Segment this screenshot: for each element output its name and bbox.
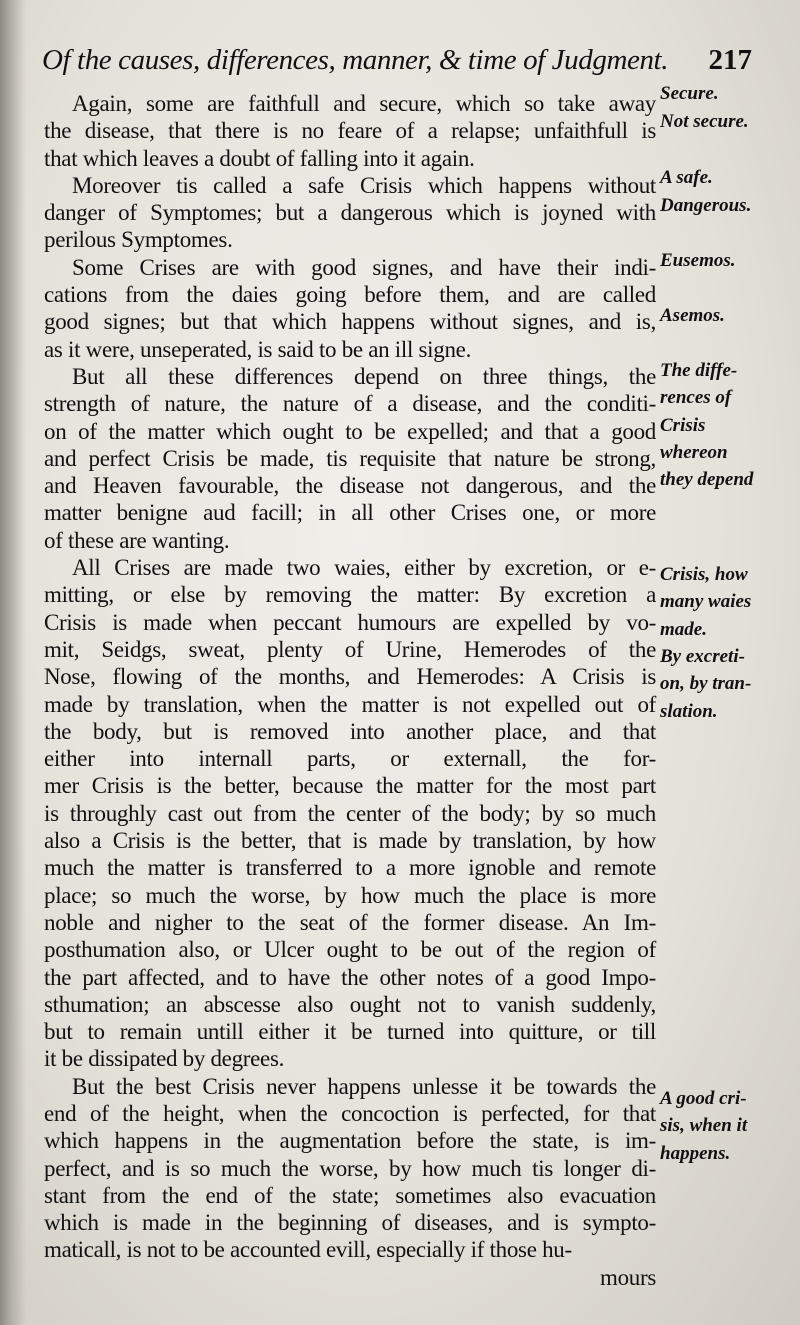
text-line: Moreover tis called a safe Crisis which happens without [72, 172, 656, 198]
text-line: much the matter is transferred to a more ignoble and remote [44, 855, 656, 881]
text-line: strength of nature, the nature of a disease, and the conditi- [44, 391, 656, 417]
text-line: perilous Symptomes. [44, 227, 233, 253]
paragraph-p2 [44, 172, 656, 254]
margin-note-line: happens. [660, 1142, 731, 1164]
text-line: the part affected, and to have the other notes of a good Impo- [44, 964, 656, 990]
text-line: mitting, or else by removing the matter: By excretion a [44, 582, 656, 608]
text-line: perfect, and is so much the worse, by how much tis longer di- [44, 1155, 656, 1181]
margin-note-line: on, by tran- [660, 673, 752, 695]
text-line: of these are wanting. [44, 527, 230, 553]
text-line: noble and nigher to the seat of the former disease. An Im- [44, 909, 656, 935]
margin-note-dangerous [660, 192, 800, 219]
text-line: mit, Seidgs, sweat, plenty of Urine, Hemerodes of the [44, 636, 656, 662]
paragraph-p4 [44, 363, 656, 554]
text-line: also a Crisis is the better, that is made by translation, by how [44, 828, 656, 854]
margin-note-line: made. [660, 618, 707, 640]
text-line: matter benigne aud facill; in all other Crises one, or more [44, 500, 656, 526]
margin-note-secure [660, 80, 800, 107]
text-line: Again, some are faithfull and secure, which so take away [72, 91, 656, 116]
text-line: Nose, flowing of the months, and Hemerodes: A Crisis is [44, 664, 656, 690]
margin-note-good-crisis [660, 1085, 800, 1167]
text-line: maticall, is not to be accounted evill, especially if those hu- [44, 1237, 572, 1263]
margin-note-line: whereon [660, 441, 728, 463]
text-line: Crisis is made when peccant humours are expelled by vo- [44, 609, 656, 635]
paragraph-p3 [44, 254, 656, 363]
text-line: as it were, unseperated, is said to be an ill signe. [44, 336, 472, 362]
text-line: and Heaven favourable, the disease not dangerous, and the [44, 473, 656, 499]
text-line: which is made in the beginning of diseases, and is sympto- [44, 1210, 656, 1236]
text-line: made by translation, when the matter is not expelled out of [44, 691, 656, 717]
text-line: stant from the end of the state; sometimes also evacuation [44, 1182, 656, 1208]
margin-note-line: A safe. [660, 167, 713, 188]
text-line: place; so much the worse, by how much the place is more [44, 882, 656, 908]
margin-note-line: they depend [660, 469, 754, 491]
text-line: good signes; but that which happens without signes, and is, [44, 309, 656, 335]
text-line: is throughly cast out from the center of the body; by so much [44, 800, 656, 826]
text-line: which happens in the augmentation before the state, is im- [44, 1128, 656, 1154]
margin-note-a-safe [660, 164, 800, 191]
margin-note-line: rences of [660, 387, 732, 409]
text-line: but to remain untill either it be turned into quitture, or till [44, 1019, 656, 1045]
main-text [44, 90, 656, 1291]
margin-note-line: Crisis [660, 414, 706, 436]
margin-note-line: Secure. [660, 83, 719, 104]
text-line: But the best Crisis never happens unlesse it be towards the [72, 1073, 656, 1099]
margin-note-line: Not secure. [660, 111, 749, 132]
text-line: either into internall parts, or externall, the for- [44, 746, 656, 772]
paragraph-p1 [44, 90, 656, 172]
text-line: that which leaves a doubt of falling into it again. [44, 145, 475, 171]
margin-note-line: many waies [660, 591, 752, 613]
margin-note-line: The diffe- [660, 360, 738, 381]
catchword: mours [599, 1264, 656, 1290]
text-line: end of the height, when the concoction is perfected, for that [44, 1100, 656, 1126]
margin-note-line: Asemos. [660, 305, 725, 326]
text-line: and perfect Crisis be made, tis requisite that nature be strong, [44, 445, 656, 471]
margin-note-asemos [660, 302, 800, 329]
page-number: 217 [708, 44, 752, 76]
margin-note-line: By excreti- [660, 646, 745, 667]
text-line: the disease, that there is no feare of a relapse; unfaithfull is [44, 118, 656, 144]
margin-note-differences [660, 357, 800, 493]
page-gutter-shadow [0, 0, 26, 1325]
margin-note-not-secure [660, 108, 800, 135]
text-line: sthumation; an abscesse also ought not to vanish suddenly, [44, 991, 656, 1017]
text-line: posthumation also, or Ulcer ought to be out of the region of [44, 937, 656, 963]
text-line: Some Crises are with good signes, and have their indi- [72, 254, 656, 280]
text-line: mer Crisis is the better, because the matter for the most part [44, 773, 656, 799]
margin-note-crisis-how [660, 561, 800, 643]
margin-note-by-excretion [660, 643, 800, 725]
margin-note-line: A good cri- [660, 1088, 747, 1109]
text-line: on of the matter which ought to be expelled; and that a good [44, 418, 656, 444]
margin-note-line: Dangerous. [660, 195, 752, 216]
margin-note-line: sis, when it [660, 1115, 748, 1137]
paragraph-p6 [44, 1073, 656, 1264]
text-line: danger of Symptomes; but a dangerous which is joyned with [44, 200, 656, 226]
text-line: All Crises are made two waies, either by excretion, or e- [72, 555, 656, 581]
margin-note-line: Crisis, how [660, 564, 748, 585]
text-line: But all these differences depend on three things, the [72, 363, 656, 389]
running-title: Of the causes, differences, manner, & time of Judgment. [42, 44, 669, 76]
margin-note-eusemos [660, 247, 800, 274]
text-line: cations from the daies going before them, and are called [44, 282, 656, 308]
text-line: it be dissipated by degrees. [44, 1046, 285, 1072]
margin-note-line: Eusemos. [660, 250, 736, 271]
paragraph-p5 [44, 554, 656, 1073]
margin-note-line: slation. [660, 700, 718, 722]
text-line: the body, but is removed into another place, and that [44, 718, 656, 744]
running-header [42, 40, 782, 80]
